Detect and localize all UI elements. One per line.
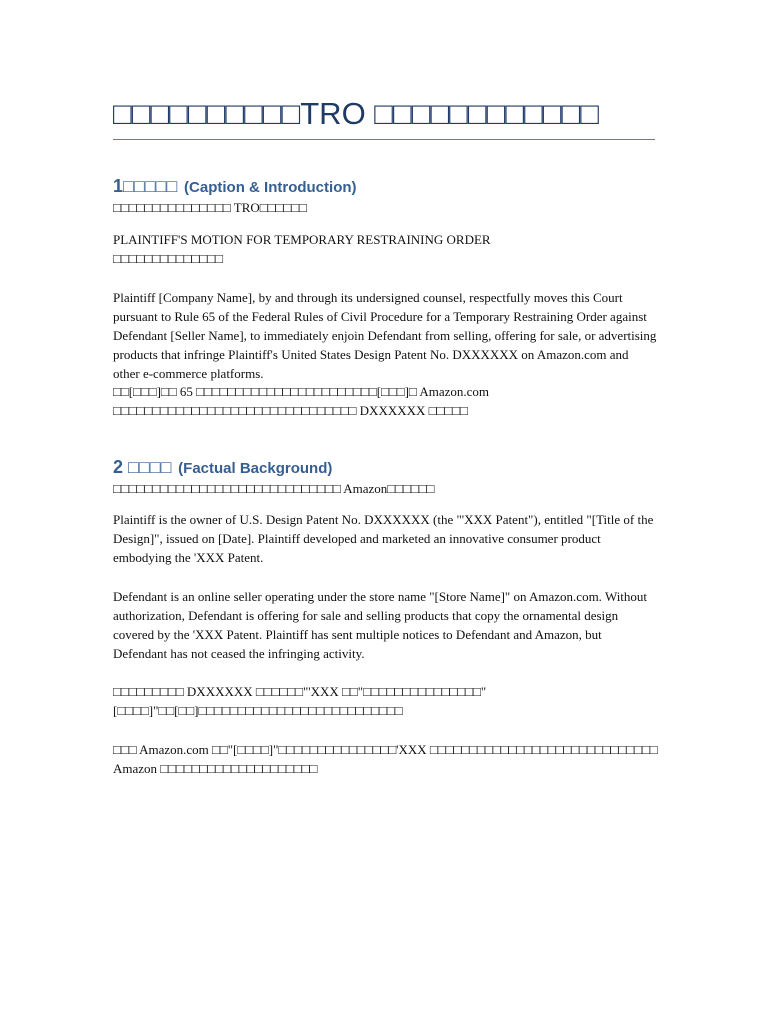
- title-underline: [113, 139, 655, 140]
- section-1-title: (Caption & Introduction): [184, 179, 357, 196]
- document-title: □□□□□□□□□□TRO □□□□□□□□□□□□: [113, 96, 599, 131]
- section-2-cn-intro: □□□□□□□□□□□□□□□□□□□□□□□□□□□□□ Amazon□□□□□□: [113, 481, 435, 496]
- section-2-number: 2 □□□□: [113, 457, 172, 477]
- background-paragraph-1-cn: □□□□□□□□□ DXXXXXX □□□□□□"'XXX □□"□□□□□□□□□□□□□□□"[□□□□]"□□[□□]□□□□□□□□□□□□□□□□□□□□□□□□□□: [113, 684, 487, 718]
- motion-title-cn: □□□□□□□□□□□□□□: [113, 251, 223, 266]
- section-1-heading: [113, 171, 357, 199]
- section-2-title: (Factual Background): [178, 460, 333, 477]
- background-paragraph-2-en: Defendant is an online seller operating under the store name "[Store Name]" on Amazon.com. Without authorization, Defendant is offering for sale and selling products that copy the ornamental design covered by the 'XXX Patent. Plaintiff has sent multiple notices to Defendant and Amazon, but Defendant has not ceased the infringing activity.: [113, 589, 648, 661]
- background-paragraph-2-cn: □□□ Amazon.com □□"[□□□□]"□□□□□□□□□□□□□□□'XXX □□□□□□□□□□□□□□□□□□□□□□□□□□□□□ Amazon □□□□□□□□□□□□□□□□□□□□: [113, 742, 658, 776]
- section-1-cn-intro: □□□□□□□□□□□□□□□ TRO□□□□□□: [113, 200, 307, 215]
- section-2-heading: [113, 452, 332, 480]
- background-paragraph-1-en: Plaintiff is the owner of U.S. Design Patent No. DXXXXXX (the "'XXX Patent"), entitled "[Title of the Design]", issued on [Date]. Plaintiff developed and marketed an innovative consumer product embodying the 'XXX Patent.: [113, 512, 654, 565]
- motion-title-en: PLAINTIFF'S MOTION FOR TEMPORARY RESTRAINING ORDER: [113, 232, 491, 247]
- intro-paragraph-en: Plaintiff [Company Name], by and through its undersigned counsel, respectfully moves this Court pursuant to Rule 65 of the Federal Rules of Civil Procedure for a Temporary Restraining Order against Defendant [Seller Name], to immediately enjoin Defendant from selling, offering for sale, or advertising products that infringe Plaintiff's United States Design Patent No. DXXXXXX on Amazon.com and other e-commerce platforms.: [113, 290, 657, 381]
- intro-paragraph-cn: □□[□□□]□□ 65 □□□□□□□□□□□□□□□□□□□□□□□[□□□]□ Amazon.com □□□□□□□□□□□□□□□□□□□□□□□□□□□□□□□ DXXXXXX □□□□□: [113, 384, 489, 418]
- section-1-number: 1□□□□□: [113, 176, 178, 196]
